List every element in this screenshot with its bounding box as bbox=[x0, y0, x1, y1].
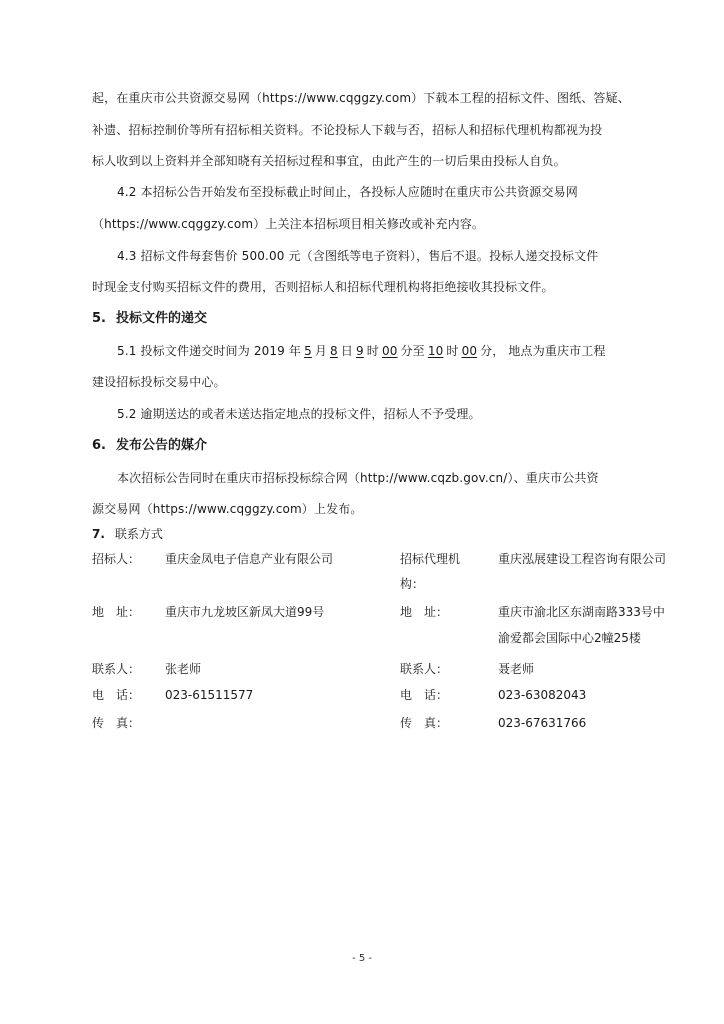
agent-fax: 023-67631766 bbox=[498, 716, 587, 730]
unit-text: 日 bbox=[340, 344, 353, 358]
unit-text: 分至 bbox=[400, 344, 425, 358]
month-value: 5 bbox=[304, 344, 312, 358]
address-label: 地 址： bbox=[400, 605, 449, 619]
section-title: 联系方式 bbox=[114, 527, 163, 541]
phone-label: 电 话： bbox=[400, 688, 449, 702]
clause-4-3-cont: 时现金支付购买招标文件的费用，否则招标人和招标代理机构将拒绝接收其投标文件。 bbox=[92, 280, 554, 294]
contact-label: 联系人： bbox=[92, 662, 141, 676]
section-6-heading bbox=[92, 437, 207, 455]
phone-label: 电 话： bbox=[92, 688, 141, 702]
section-6-line: 本次招标公告同时在重庆市招标投标综合网（http://www.cqzb.gov.cn/）、重庆市公共资 bbox=[117, 471, 599, 485]
clause-text: 5.1 投标文件递交时间为 2019 年 bbox=[117, 344, 302, 358]
section-number: 7. bbox=[92, 527, 105, 541]
hour-value: 9 bbox=[355, 344, 364, 358]
clause-4-2: 4.2 本招标公告开始发布至投标截止时间止，各投标人应随时在重庆市公共资源交易网 bbox=[117, 185, 578, 199]
day-value: 8 bbox=[330, 344, 338, 358]
section-number: 5. bbox=[92, 311, 106, 326]
tenderer-label: 招标人： bbox=[92, 552, 141, 566]
tenderer-phone: 023-61511577 bbox=[165, 688, 254, 702]
agent-address: 重庆市渝北区东湖南路333号中 bbox=[498, 605, 665, 619]
section-title: 发布公告的媒介 bbox=[115, 438, 207, 453]
tenderer-name: 重庆金凤电子信息产业有限公司 bbox=[165, 552, 334, 566]
unit-text: 时 bbox=[366, 344, 379, 358]
section-5-heading bbox=[92, 310, 207, 328]
clause-4-2-cont: （https://www.cqggzy.com）上关注本招标项目相关修改或补充内容。 bbox=[92, 217, 485, 231]
clause-4-3: 4.3 招标文件每套售价 500.00 元（含图纸等电子资料），售后不退。投标人递交投标文件 bbox=[117, 249, 599, 263]
section-7-heading bbox=[92, 526, 163, 542]
tenderer-address: 重庆市九龙坡区新凤大道99号 bbox=[165, 605, 325, 619]
agent-name: 重庆泓展建设工程咨询有限公司 bbox=[498, 552, 667, 566]
clause-text: 分， 地点为重庆市工程 bbox=[480, 344, 606, 358]
unit-text: 月 bbox=[314, 344, 328, 358]
minute-value: 00 bbox=[461, 344, 478, 358]
paragraph-line: 补遗、招标控制价等所有招标相关资料。不论投标人下载与否，招标人和招标代理机构都视为投 bbox=[92, 123, 603, 137]
agent-phone: 023-63082043 bbox=[498, 688, 587, 702]
clause-5-1 bbox=[117, 343, 606, 359]
agent-label: 招标代理机 bbox=[400, 552, 461, 566]
paragraph-line: 起，在重庆市公共资源交易网（https://www.cqggzy.com）下载本工程的招标文件、图纸、答疑、 bbox=[92, 91, 630, 105]
unit-text: 时 bbox=[446, 344, 459, 358]
clause-5-2: 5.2 逾期送达的或者未送达指定地点的投标文件，招标人不予受理。 bbox=[117, 407, 481, 421]
hour-value: 10 bbox=[427, 344, 444, 358]
section-number: 6. bbox=[92, 438, 106, 453]
contact-label: 联系人： bbox=[400, 662, 449, 676]
fax-label: 传 真： bbox=[400, 716, 449, 730]
agent-label-cont: 构： bbox=[400, 577, 425, 591]
clause-5-1-cont: 建设招标投标交易中心。 bbox=[92, 375, 226, 389]
section-title: 投标文件的递交 bbox=[115, 311, 207, 326]
address-label: 地 址： bbox=[92, 605, 141, 619]
fax-label: 传 真： bbox=[92, 716, 141, 730]
section-6-line: 源交易网（https://www.cqggzy.com）上发布。 bbox=[92, 502, 363, 516]
agent-address-cont: 渝爱都会国际中心2幢25楼 bbox=[498, 631, 641, 645]
minute-value: 00 bbox=[381, 344, 398, 358]
paragraph-line: 标人收到以上资料并全部知晓有关招标过程和事宜，由此产生的一切后果由投标人自负。 bbox=[92, 154, 566, 168]
tenderer-contact: 张老师 bbox=[165, 662, 202, 676]
agent-contact: 聂老师 bbox=[498, 662, 535, 676]
page-number: - 5 - bbox=[352, 953, 372, 964]
